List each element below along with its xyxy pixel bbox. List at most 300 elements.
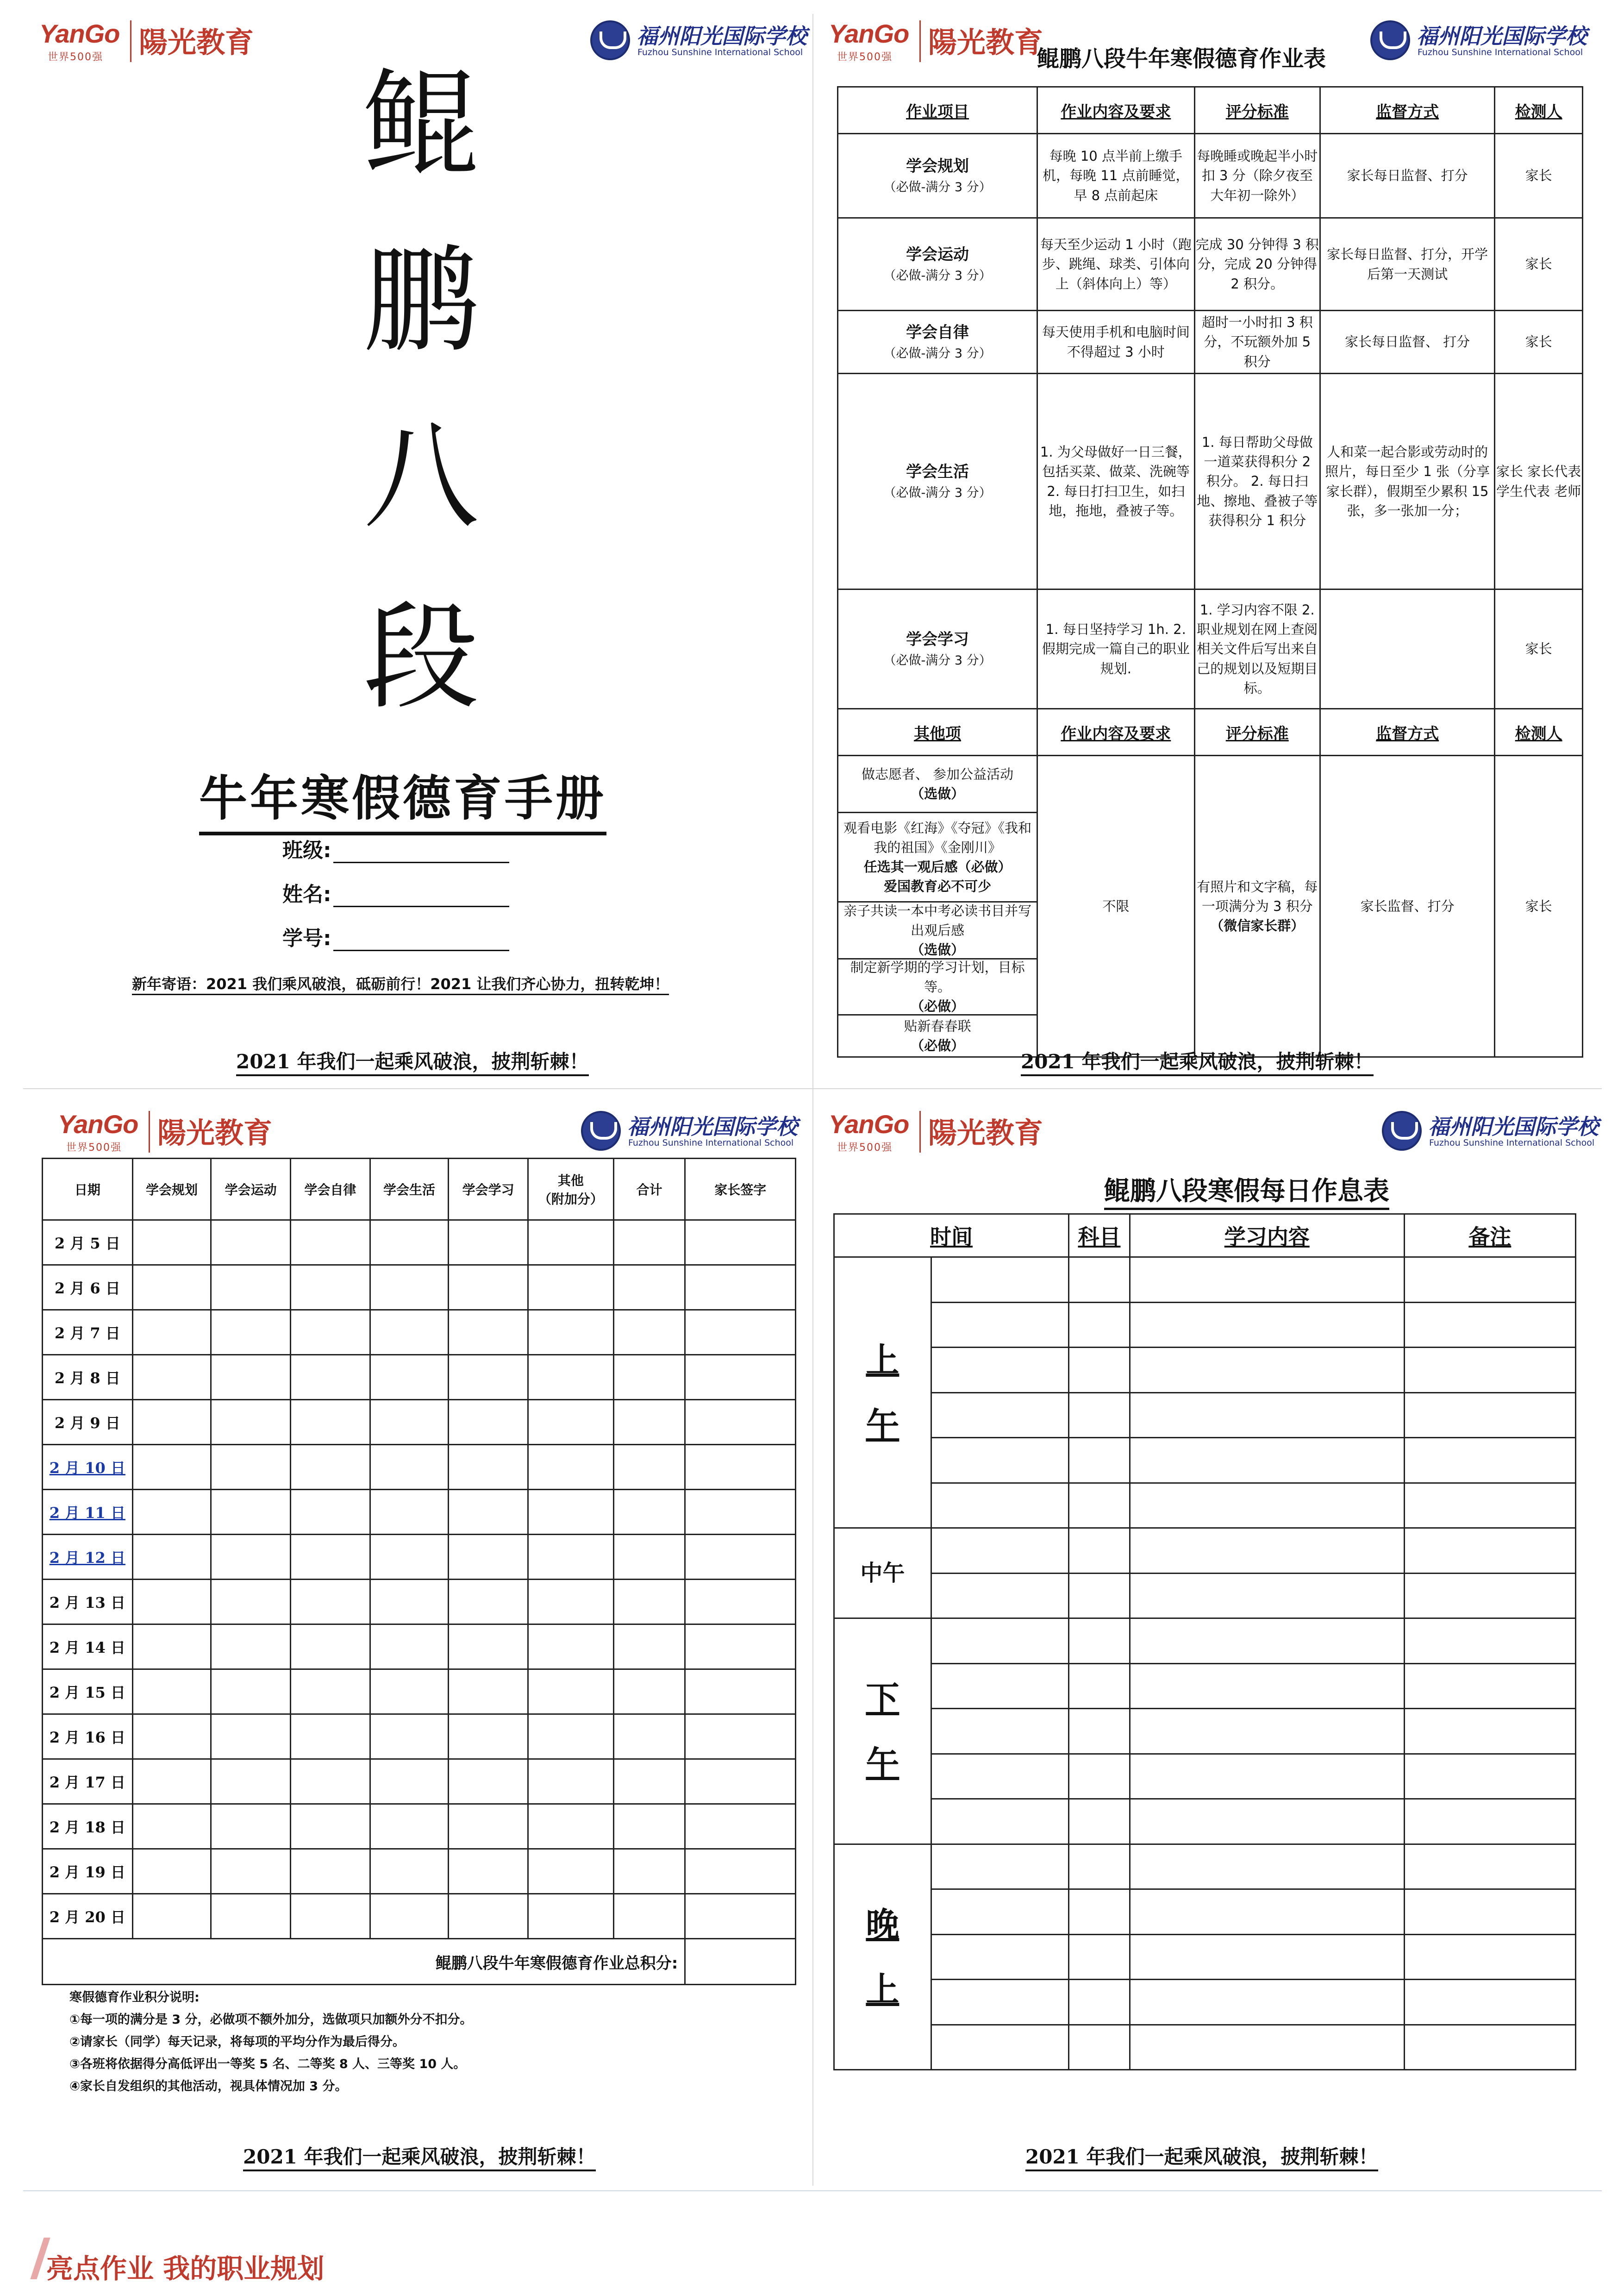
table-row	[834, 1934, 1576, 1980]
date-label[interactable]: 2 月 11 日	[49, 1504, 125, 1522]
total-value-cell[interactable]	[685, 1939, 796, 1985]
score-input-cell[interactable]	[449, 1849, 528, 1894]
table-row	[834, 1709, 1576, 1754]
score-input-cell[interactable]	[370, 1759, 449, 1804]
yango-logo: YanGo	[58, 1110, 138, 1139]
schedule-title: 鲲鹏八段寒假每日作息表	[1104, 1171, 1389, 1210]
schedule-input-cell[interactable]	[1069, 1528, 1130, 1574]
col-sum: 合计	[613, 1159, 685, 1220]
score-input-cell[interactable]	[528, 1580, 614, 1624]
score-input-cell[interactable]	[449, 1624, 528, 1669]
supervise-cell	[1320, 589, 1495, 709]
class-field[interactable]	[282, 834, 509, 863]
schedule-input-cell[interactable]	[1069, 1709, 1130, 1754]
schedule-input-cell[interactable]	[1069, 1799, 1130, 1844]
supervise-cell: 家长每日监督、打分，开学后第一天测试	[1320, 218, 1495, 311]
score-input-cell[interactable]	[613, 1310, 685, 1355]
sunshine-education-logo: 陽光教育	[139, 25, 254, 59]
schedule-footer: 2021 年我们一起乘风破浪，披荆斩棘！	[1025, 2142, 1378, 2171]
schedule-input-cell[interactable]	[1130, 1257, 1404, 1303]
schedule-input-cell[interactable]	[1404, 1438, 1575, 1483]
table-row	[838, 134, 1583, 218]
score-input-cell[interactable]	[211, 1265, 291, 1310]
table-row	[43, 1804, 796, 1849]
schedule-input-cell[interactable]	[931, 1709, 1068, 1754]
schedule-input-cell[interactable]	[1404, 1302, 1575, 1348]
brand-separator	[919, 20, 921, 62]
score-input-cell[interactable]	[613, 1759, 685, 1804]
date-cell	[43, 1669, 133, 1714]
date-cell	[43, 1849, 133, 1894]
score-input-cell[interactable]	[291, 1400, 370, 1445]
content-cell: 每晚 10 点半前上缴手机，每晚 11 点前睡觉，早 8 点前起床	[1037, 134, 1194, 218]
score-input-cell[interactable]	[291, 1355, 370, 1400]
score-input-cell[interactable]	[528, 1804, 614, 1849]
score-input-cell[interactable]	[291, 1804, 370, 1849]
score-input-cell[interactable]	[613, 1535, 685, 1580]
table-row	[834, 2025, 1576, 2070]
score-input-cell[interactable]	[132, 1310, 211, 1355]
schedule-input-cell[interactable]	[1130, 1438, 1404, 1483]
score-input-cell[interactable]	[528, 1310, 614, 1355]
name-label: 姓名:	[282, 883, 331, 906]
score-input-cell[interactable]	[132, 1535, 211, 1580]
score-input-cell[interactable]	[528, 1624, 614, 1669]
score-input-cell[interactable]	[449, 1400, 528, 1445]
score-input-cell[interactable]	[449, 1714, 528, 1759]
score-input-cell[interactable]	[685, 1490, 796, 1535]
schedule-input-cell[interactable]	[1069, 1392, 1130, 1438]
score-input-cell[interactable]	[528, 1490, 614, 1535]
school-name-cn: 福州阳光国际学校	[1428, 1114, 1599, 1139]
score-input-cell[interactable]	[528, 1400, 614, 1445]
schedule-input-cell[interactable]	[931, 1754, 1068, 1799]
score-input-cell[interactable]	[685, 1535, 796, 1580]
score-input-cell[interactable]	[449, 1804, 528, 1849]
content-cell: 每天使用手机和电脑时间不得超过 3 小时	[1037, 311, 1194, 374]
period-afternoon: 下 午	[834, 1618, 931, 1844]
score-input-cell[interactable]	[613, 1400, 685, 1445]
date-label: 2 月 14 日	[49, 1639, 125, 1656]
date-cell	[43, 1445, 133, 1490]
schedule-input-cell[interactable]	[1069, 1889, 1130, 1935]
date-cell	[43, 1714, 133, 1759]
score-input-cell[interactable]	[613, 1220, 685, 1265]
score-input-cell[interactable]	[685, 1445, 796, 1490]
table-row	[834, 1980, 1576, 2025]
schedule-input-cell[interactable]	[1069, 1257, 1130, 1303]
score-input-cell[interactable]	[370, 1535, 449, 1580]
score-cell: 超时一小时扣 3 积分，不玩额外加 5 积分	[1194, 311, 1320, 374]
schedule-input-cell[interactable]	[931, 1663, 1068, 1709]
score-footer: 2021 年我们一起乘风破浪，披荆斩棘！	[243, 2142, 596, 2171]
yango-logo: YanGo	[829, 19, 909, 48]
score-input-cell[interactable]	[528, 1220, 614, 1265]
score-input-cell[interactable]	[449, 1894, 528, 1939]
score-input-cell[interactable]	[613, 1849, 685, 1894]
schedule-input-cell[interactable]	[931, 1844, 1068, 1889]
schedule-input-cell[interactable]	[1130, 1709, 1404, 1754]
schedule-input-cell[interactable]	[1130, 1980, 1404, 2025]
score-input-cell[interactable]	[528, 1849, 614, 1894]
col-content: 作业内容及要求	[1037, 709, 1194, 756]
schedule-input-cell[interactable]	[931, 1799, 1068, 1844]
schedule-input-cell[interactable]	[1130, 1618, 1404, 1664]
date-label[interactable]: 2 月 10 日	[49, 1459, 125, 1477]
schedule-input-cell[interactable]	[931, 1348, 1068, 1393]
class-line[interactable]	[333, 841, 509, 863]
note-item: ①每一项的满分是 3 分，必做项不额外加分，选做项只加额外分不扣分。	[69, 2013, 473, 2027]
score-input-cell[interactable]	[613, 1714, 685, 1759]
score-input-cell[interactable]	[291, 1580, 370, 1624]
col-content: 作业内容及要求	[1037, 87, 1194, 134]
score-input-cell[interactable]	[370, 1445, 449, 1490]
score-input-cell[interactable]	[211, 1759, 291, 1804]
schedule-input-cell[interactable]	[931, 2025, 1068, 2070]
other-content-cell: 不限	[1037, 756, 1194, 1057]
table-row	[838, 374, 1583, 589]
score-input-cell[interactable]	[211, 1535, 291, 1580]
score-input-cell[interactable]	[370, 1849, 449, 1894]
score-input-cell[interactable]	[132, 1580, 211, 1624]
score-input-cell[interactable]	[685, 1265, 796, 1310]
schedule-input-cell[interactable]	[1404, 2025, 1575, 2070]
score-input-cell[interactable]	[211, 1669, 291, 1714]
schedule-input-cell[interactable]	[1130, 1889, 1404, 1935]
score-notes	[69, 1987, 472, 2098]
score-input-cell[interactable]	[449, 1220, 528, 1265]
schedule-input-cell[interactable]	[1130, 1844, 1404, 1889]
date-label: 2 月 17 日	[49, 1774, 125, 1791]
schedule-input-cell[interactable]	[1069, 1573, 1130, 1618]
score-input-cell[interactable]	[291, 1535, 370, 1580]
schedule-input-cell[interactable]	[931, 1483, 1068, 1528]
cover-char-1: 鲲	[363, 57, 479, 192]
homework-header-row	[838, 87, 1583, 134]
schedule-input-cell[interactable]	[1069, 1302, 1130, 1348]
score-input-cell[interactable]	[291, 1894, 370, 1939]
date-cell	[43, 1804, 133, 1849]
score-input-cell[interactable]	[449, 1535, 528, 1580]
sunshine-education-logo: 陽光教育	[157, 1116, 273, 1150]
schedule-input-cell[interactable]	[1404, 1257, 1575, 1303]
score-input-cell[interactable]	[211, 1355, 291, 1400]
table-row	[43, 1894, 796, 1939]
score-input-cell[interactable]	[685, 1220, 796, 1265]
score-input-cell[interactable]	[685, 1400, 796, 1445]
score-input-cell[interactable]	[370, 1490, 449, 1535]
project-name: 学会生活	[906, 463, 969, 482]
schedule-input-cell[interactable]	[1404, 1889, 1575, 1935]
schedule-input-cell[interactable]	[931, 1889, 1068, 1935]
score-input-cell[interactable]	[449, 1445, 528, 1490]
score-input-cell[interactable]	[685, 1849, 796, 1894]
score-input-cell[interactable]	[291, 1624, 370, 1669]
score-input-cell[interactable]	[211, 1624, 291, 1669]
table-row	[834, 1483, 1576, 1528]
total-label: 鲲鹏八段牛年寒假德育作业总积分:	[43, 1939, 685, 1985]
score-input-cell[interactable]	[291, 1445, 370, 1490]
schedule-input-cell[interactable]	[931, 1618, 1068, 1664]
score-input-cell[interactable]	[132, 1400, 211, 1445]
score-cell: 每晚睡或晚起半小时扣 3 分（除夕夜至大年初一除外）	[1194, 134, 1320, 218]
header-score	[58, 1109, 799, 1160]
score-input-cell[interactable]	[370, 1265, 449, 1310]
cover-title: 牛年寒假德育手册	[199, 759, 606, 835]
student-id-line[interactable]	[333, 929, 509, 951]
schedule-input-cell[interactable]	[1404, 1663, 1575, 1709]
name-field[interactable]	[282, 878, 509, 907]
schedule-input-cell[interactable]	[1069, 2025, 1130, 2070]
score-input-cell[interactable]	[685, 1310, 796, 1355]
score-input-cell[interactable]	[211, 1445, 291, 1490]
score-input-cell[interactable]	[613, 1490, 685, 1535]
table-row	[43, 1220, 796, 1265]
score-input-cell[interactable]	[211, 1714, 291, 1759]
date-cell	[43, 1759, 133, 1804]
score-input-cell[interactable]	[211, 1220, 291, 1265]
schedule-input-cell[interactable]	[1069, 1483, 1130, 1528]
schedule-input-cell[interactable]	[1069, 1980, 1130, 2025]
score-input-cell[interactable]	[613, 1669, 685, 1714]
score-input-cell[interactable]	[132, 1265, 211, 1310]
score-input-cell[interactable]	[132, 1714, 211, 1759]
date-label[interactable]: 2 月 12 日	[49, 1549, 125, 1567]
project-name: 学会学习	[906, 630, 969, 649]
schedule-input-cell[interactable]	[931, 1980, 1068, 2025]
period-noon: 中午	[834, 1528, 931, 1618]
score-input-cell[interactable]	[132, 1490, 211, 1535]
score-input-cell[interactable]	[370, 1804, 449, 1849]
score-input-cell[interactable]	[685, 1669, 796, 1714]
score-input-cell[interactable]	[370, 1355, 449, 1400]
score-input-cell[interactable]	[449, 1265, 528, 1310]
schedule-input-cell[interactable]	[931, 1934, 1068, 1980]
score-input-cell[interactable]	[613, 1804, 685, 1849]
school-name-en: Fuzhou Sunshine International School	[637, 47, 803, 57]
score-input-cell[interactable]	[211, 1490, 291, 1535]
score-input-cell[interactable]	[528, 1894, 614, 1939]
score-input-cell[interactable]	[685, 1624, 796, 1669]
score-input-cell[interactable]	[685, 1355, 796, 1400]
score-cell: 1. 每日帮助父母做一道菜获得积分 2 积分。 2. 每日扫地、擦地、叠被子等获得积分 1 积分	[1194, 374, 1320, 589]
score-input-cell[interactable]	[132, 1849, 211, 1894]
score-input-cell[interactable]	[528, 1355, 614, 1400]
homework-footer: 2021 年我们一起乘风破浪，披荆斩棘！	[1021, 1047, 1374, 1076]
note-item: ④家长自发组织的其他活动，视具体情况加 3 分。	[69, 2079, 348, 2094]
score-input-cell[interactable]	[613, 1265, 685, 1310]
score-input-cell[interactable]	[613, 1445, 685, 1490]
schedule-input-cell[interactable]	[1130, 1934, 1404, 1980]
schedule-input-cell[interactable]	[1130, 1392, 1404, 1438]
schedule-input-cell[interactable]	[1404, 1980, 1575, 2025]
schedule-input-cell[interactable]	[1130, 1348, 1404, 1393]
schedule-input-cell[interactable]	[1130, 2025, 1404, 2070]
school-name-en: Fuzhou Sunshine International School	[1429, 1138, 1595, 1148]
project-name: 学会自律	[906, 323, 969, 342]
schedule-input-cell[interactable]	[1069, 1618, 1130, 1664]
col-study: 学会学习	[449, 1159, 528, 1220]
schedule-input-cell[interactable]	[1404, 1934, 1575, 1980]
schedule-input-cell[interactable]	[1069, 1844, 1130, 1889]
score-input-cell[interactable]	[685, 1580, 796, 1624]
school-emblem-icon	[1370, 20, 1410, 60]
score-input-cell[interactable]	[211, 1400, 291, 1445]
schedule-input-cell[interactable]	[1404, 1754, 1575, 1799]
score-input-cell[interactable]	[132, 1759, 211, 1804]
student-id-field[interactable]	[282, 922, 509, 951]
date-cell	[43, 1265, 133, 1310]
score-input-cell[interactable]	[613, 1624, 685, 1669]
homework-title: 鲲鹏八段牛年寒假德育作业表	[1037, 46, 1326, 72]
table-row	[834, 1844, 1576, 1889]
schedule-input-cell[interactable]	[1130, 1663, 1404, 1709]
score-input-cell[interactable]	[449, 1759, 528, 1804]
score-input-cell[interactable]	[528, 1445, 614, 1490]
score-input-cell[interactable]	[449, 1580, 528, 1624]
date-label: 2 月 13 日	[49, 1594, 125, 1612]
score-input-cell[interactable]	[613, 1580, 685, 1624]
table-row	[43, 1849, 796, 1894]
col-supervise: 监督方式	[1320, 709, 1495, 756]
score-input-cell[interactable]	[132, 1624, 211, 1669]
schedule-input-cell[interactable]	[1404, 1799, 1575, 1844]
table-row	[834, 1438, 1576, 1483]
score-input-cell[interactable]	[370, 1669, 449, 1714]
schedule-input-cell[interactable]	[1404, 1844, 1575, 1889]
score-input-cell[interactable]	[291, 1849, 370, 1894]
table-row	[43, 1490, 796, 1535]
homework-table	[837, 86, 1583, 1058]
schedule-table	[833, 1213, 1576, 2070]
schedule-input-cell[interactable]	[1130, 1754, 1404, 1799]
schedule-input-cell[interactable]	[1404, 1709, 1575, 1754]
score-input-cell[interactable]	[211, 1310, 291, 1355]
schedule-input-cell[interactable]	[1130, 1528, 1404, 1574]
date-cell	[43, 1894, 133, 1939]
schedule-input-cell[interactable]	[1404, 1483, 1575, 1528]
score-input-cell[interactable]	[291, 1669, 370, 1714]
brand-separator	[130, 20, 131, 62]
score-input-cell[interactable]	[528, 1265, 614, 1310]
schedule-input-cell[interactable]	[931, 1528, 1068, 1574]
score-input-cell[interactable]	[528, 1669, 614, 1714]
content-cell: 1. 每日坚持学习 1h. 2. 假期完成一篇自己的职业规划.	[1037, 589, 1194, 709]
date-label: 2 月 9 日	[54, 1414, 120, 1432]
project-sub: （必做-满分 3 分）	[883, 268, 992, 283]
schedule-input-cell[interactable]	[931, 1438, 1068, 1483]
school-name-en: Fuzhou Sunshine International School	[628, 1138, 794, 1148]
score-input-cell[interactable]	[449, 1310, 528, 1355]
score-input-cell[interactable]	[291, 1759, 370, 1804]
schedule-input-cell[interactable]	[1130, 1573, 1404, 1618]
checker-cell: 家长	[1495, 218, 1583, 311]
score-input-cell[interactable]	[613, 1894, 685, 1939]
score-input-cell[interactable]	[132, 1894, 211, 1939]
score-input-cell[interactable]	[685, 1804, 796, 1849]
score-input-cell[interactable]	[613, 1355, 685, 1400]
schedule-input-cell[interactable]	[1404, 1573, 1575, 1618]
score-input-cell[interactable]	[291, 1490, 370, 1535]
table-row	[43, 1310, 796, 1355]
score-input-cell[interactable]	[370, 1310, 449, 1355]
table-row	[838, 311, 1583, 374]
score-input-cell[interactable]	[132, 1669, 211, 1714]
col-other: 其他项	[838, 709, 1037, 756]
score-input-cell[interactable]	[685, 1894, 796, 1939]
checker-cell: 家长	[1495, 311, 1583, 374]
col-checker: 检测人	[1495, 87, 1583, 134]
score-input-cell[interactable]	[291, 1310, 370, 1355]
schedule-input-cell[interactable]	[1404, 1528, 1575, 1574]
score-input-cell[interactable]	[211, 1580, 291, 1624]
score-input-cell[interactable]	[685, 1714, 796, 1759]
score-input-cell[interactable]	[211, 1804, 291, 1849]
schedule-input-cell[interactable]	[1069, 1754, 1130, 1799]
score-input-cell[interactable]	[211, 1894, 291, 1939]
col-life: 学会生活	[370, 1159, 449, 1220]
score-input-cell[interactable]	[370, 1220, 449, 1265]
score-input-cell[interactable]	[370, 1894, 449, 1939]
score-input-cell[interactable]	[291, 1265, 370, 1310]
col-score: 评分标准	[1194, 709, 1320, 756]
score-input-cell[interactable]	[685, 1759, 796, 1804]
other-item: 制定新学期的学习计划，目标等。 （必做）	[838, 959, 1037, 1016]
score-input-cell[interactable]	[370, 1580, 449, 1624]
name-line[interactable]	[333, 885, 509, 907]
schedule-input-cell[interactable]	[931, 1302, 1068, 1348]
score-input-cell[interactable]	[528, 1714, 614, 1759]
brand-separator	[919, 1111, 921, 1153]
score-input-cell[interactable]	[211, 1849, 291, 1894]
score-input-cell[interactable]	[449, 1490, 528, 1535]
score-input-cell[interactable]	[528, 1535, 614, 1580]
schedule-input-cell[interactable]	[1130, 1799, 1404, 1844]
score-input-cell[interactable]	[132, 1445, 211, 1490]
other-items-row	[838, 756, 1583, 1057]
score-input-cell[interactable]	[449, 1669, 528, 1714]
schedule-input-cell[interactable]	[1404, 1348, 1575, 1393]
score-input-cell[interactable]	[528, 1759, 614, 1804]
schedule-input-cell[interactable]	[1404, 1618, 1575, 1664]
schedule-input-cell[interactable]	[931, 1392, 1068, 1438]
score-input-cell[interactable]	[291, 1714, 370, 1759]
col-project: 作业项目	[838, 87, 1037, 134]
schedule-input-cell[interactable]	[1130, 1483, 1404, 1528]
score-input-cell[interactable]	[132, 1804, 211, 1849]
schedule-header-row	[834, 1214, 1576, 1257]
schedule-input-cell[interactable]	[1069, 1348, 1130, 1393]
schedule-input-cell[interactable]	[1069, 1663, 1130, 1709]
score-input-cell[interactable]	[132, 1220, 211, 1265]
schedule-input-cell[interactable]	[1404, 1392, 1575, 1438]
cover-char-3: 八	[363, 409, 479, 544]
score-input-cell[interactable]	[370, 1400, 449, 1445]
score-input-cell[interactable]	[132, 1355, 211, 1400]
period-evening: 晚 上	[834, 1844, 931, 2070]
schedule-input-cell[interactable]	[931, 1573, 1068, 1618]
score-input-cell[interactable]	[291, 1220, 370, 1265]
schedule-input-cell[interactable]	[931, 1257, 1068, 1303]
score-input-cell[interactable]	[449, 1355, 528, 1400]
schedule-input-cell[interactable]	[1069, 1934, 1130, 1980]
score-input-cell[interactable]	[370, 1714, 449, 1759]
school-name-cn: 福州阳光国际学校	[1417, 24, 1587, 49]
schedule-input-cell[interactable]	[1069, 1438, 1130, 1483]
score-input-cell[interactable]	[370, 1624, 449, 1669]
schedule-input-cell[interactable]	[1130, 1302, 1404, 1348]
date-label: 2 月 16 日	[49, 1729, 125, 1746]
